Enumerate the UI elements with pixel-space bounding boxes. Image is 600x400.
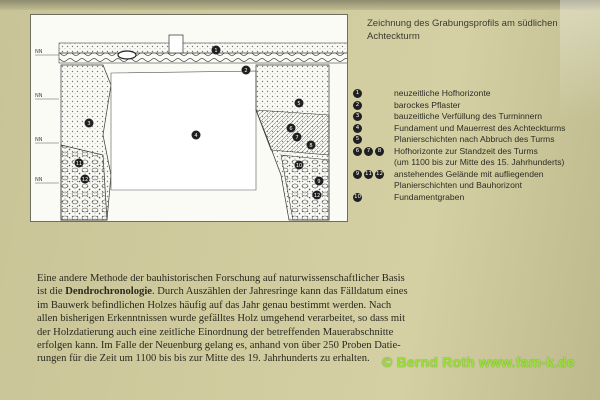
body-line: allen bisherigen Erkenntnissen wurde gefälltes Holz umgehend verarbeitet, so dass mit: [37, 313, 406, 325]
post: [169, 35, 183, 53]
profile-svg: [31, 15, 347, 221]
svg-text:6: 6: [289, 125, 293, 132]
layer-4: [111, 71, 256, 190]
legend-label: anstehendes Gelände mit aufliegenden: [394, 168, 544, 179]
dendrochronology-term: Dendrochronologie: [65, 286, 152, 298]
body-line: ist die Dendrochronologie. Durch Auszählen der Jahresringe kann das Fälldatum eines: [37, 286, 408, 298]
legend-label: barockes Pflaster: [394, 99, 461, 110]
legend-number-badge: 3: [353, 112, 362, 121]
legend-label: (um 1100 bis zur Mitte des 15. Jahrhunderts): [394, 157, 565, 167]
legend-number-badge: 6: [353, 147, 362, 156]
legend-item: [353, 100, 593, 112]
excavation-profile-drawing: [30, 14, 348, 222]
legend-label: Fundament und Mauerrest des Achteckturms: [394, 122, 566, 133]
svg-text:11: 11: [75, 160, 83, 167]
svg-text:5: 5: [297, 100, 301, 107]
svg-text:1: 1: [214, 47, 218, 54]
svg-text:9: 9: [317, 178, 321, 185]
legend-label: bauzeitliche Verfüllung des Turminnern: [394, 111, 543, 121]
legend-item: [353, 180, 593, 192]
body-line: erfolgen kann. Im Falle der Neuenburg gelang es, anhand von über 250 Proben Datie-: [37, 340, 401, 352]
legend-item: [353, 157, 593, 169]
legend-label: Planierschichten nach Abbruch des Turms: [394, 134, 555, 144]
body-paragraph: [37, 272, 557, 366]
legend-number-badge: 12: [376, 170, 383, 177]
legend-item: [353, 134, 593, 146]
svg-text:7: 7: [295, 134, 299, 141]
body-line: der Holzdatierung auch eine zeitliche Einordnung der betreffenden Mauerabschnitte: [37, 326, 394, 338]
legend-number-badge: 8: [375, 147, 384, 156]
svg-text:10: 10: [295, 162, 303, 169]
legend-label: Hofhorizonte zur Standzeit des Turms: [394, 145, 538, 156]
legend-item: [353, 192, 593, 204]
layer-2: [59, 53, 347, 63]
stone: [118, 51, 136, 59]
layer-6-7: [256, 110, 329, 155]
body-line: rungen für die Zeit um 1100 bis bis zur Mitte des 19. Jahrhunderts zu erhalten.: [37, 353, 370, 365]
svg-text:8: 8: [309, 142, 313, 149]
legend-number-badge: 1: [353, 89, 362, 98]
legend: [353, 88, 593, 203]
level-label: NN: [35, 49, 43, 55]
legend-label: Planierschichten und Bauhorizont: [394, 180, 523, 190]
level-label: NN: [35, 137, 43, 143]
layer-1: [59, 43, 347, 53]
legend-number-badge: 9: [353, 170, 362, 179]
svg-text:12: 12: [81, 176, 89, 183]
legend-number-badge: 2: [353, 101, 362, 110]
legend-number-badge: 7: [364, 147, 373, 156]
legend-number-badge: 5: [353, 135, 362, 144]
legend-number-badge: 11: [365, 170, 372, 177]
legend-number-badge: 10: [354, 193, 361, 200]
svg-text:2: 2: [244, 67, 248, 74]
legend-item: [353, 169, 593, 181]
legend-item: [353, 146, 593, 158]
svg-text:3: 3: [87, 120, 91, 127]
body-line: Eine andere Methode der bauhistorischen Forschung auf naturwissenschaftlicher Basis: [37, 273, 405, 284]
drawing-caption: Zeichnung des Grabungsprofils am südlichen Achteckturm: [367, 18, 558, 42]
watermark: © Bernd Roth www.fam-k.de: [382, 354, 575, 370]
legend-item: [353, 123, 593, 135]
legend-item: [353, 88, 593, 100]
svg-text:4: 4: [194, 132, 198, 139]
legend-number-badge: 4: [353, 124, 362, 133]
body-line: im Bauwerk befindlichen Holzes häufig auf das Jahr genau bestimmt werden. Nach: [37, 299, 392, 311]
level-label: NN: [35, 93, 43, 99]
svg-text:12: 12: [313, 192, 321, 199]
legend-label: neuzeitliche Hofhorizonte: [394, 88, 491, 98]
wall-edge: [0, 0, 600, 10]
level-label: NN: [35, 177, 43, 183]
legend-item: [353, 111, 593, 123]
legend-label: Fundamentgraben: [394, 191, 465, 202]
